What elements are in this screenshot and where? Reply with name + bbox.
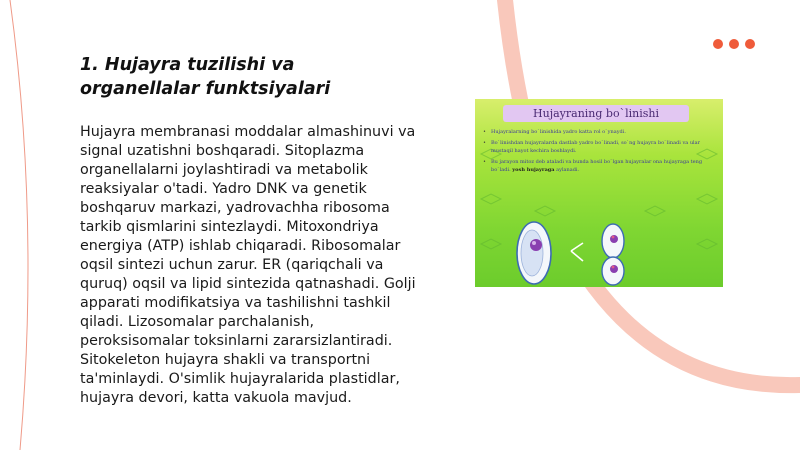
- image-bullet-text: Bu jarayon mitoz deb ataladi va bunda hosil bo`lgan hujayralar ona hujayraga teng bo`ladi.: [491, 159, 703, 173]
- image-bullet-list: [483, 128, 715, 177]
- image-bold-phrase: yosh hujayraga: [512, 167, 555, 173]
- image-bullet: • Hujayralarning bo`linishida yadro katta rol o`ynaydi.: [483, 128, 715, 136]
- cell-division-image: [475, 99, 723, 287]
- dot: [745, 39, 755, 49]
- image-bullet: • Bo`linishdan hujayralarda dastlab yadro bo`linadi, so`ng hujayra bo`linadi va ular mustaqil hayot kechira boshlaydi.: [483, 139, 715, 155]
- dot: [713, 39, 723, 49]
- image-heading: Hujayraning bo`linishi: [503, 105, 689, 122]
- image-bullet: [483, 158, 715, 174]
- dot: [729, 39, 739, 49]
- body-paragraph: Hujayra membranasi moddalar almashinuvi va signal uzatishni boshqaradi. Sitoplazma organellalarni joylashtiradi va metabolik reaksiyalar o'tadi. Yadro DNK va genetik boshqaruv markazi, yadrovachha ribosoma tarkib qismlarini sintezlaydi. Mitoxondriya energiya (ATP) ishlab chiqaradi. Ribosomalar oqsil sintezi uchun zarur. ER (qariqchali va quruq) oqsil va lipid sintezida qatnashadi. Golji apparati modifikatsiya va tashilishni tashkil qiladi. Lizosomalar parchalanish, peroksisomalar toksinlarni zararsizlantiradi. Sitokeleton hujayra shakli va transportni ta'minlaydi. O'simlik hujayralarida plastidlar, hujayra devori, katta vakuola mavjud.: [80, 124, 416, 406]
- image-bullet-suffix: aylanadi.: [554, 167, 580, 173]
- menu-dots-icon[interactable]: [713, 39, 755, 49]
- page-title: 1. Hujayra tuzilishi va organellalar funktsiyalari: [80, 55, 331, 99]
